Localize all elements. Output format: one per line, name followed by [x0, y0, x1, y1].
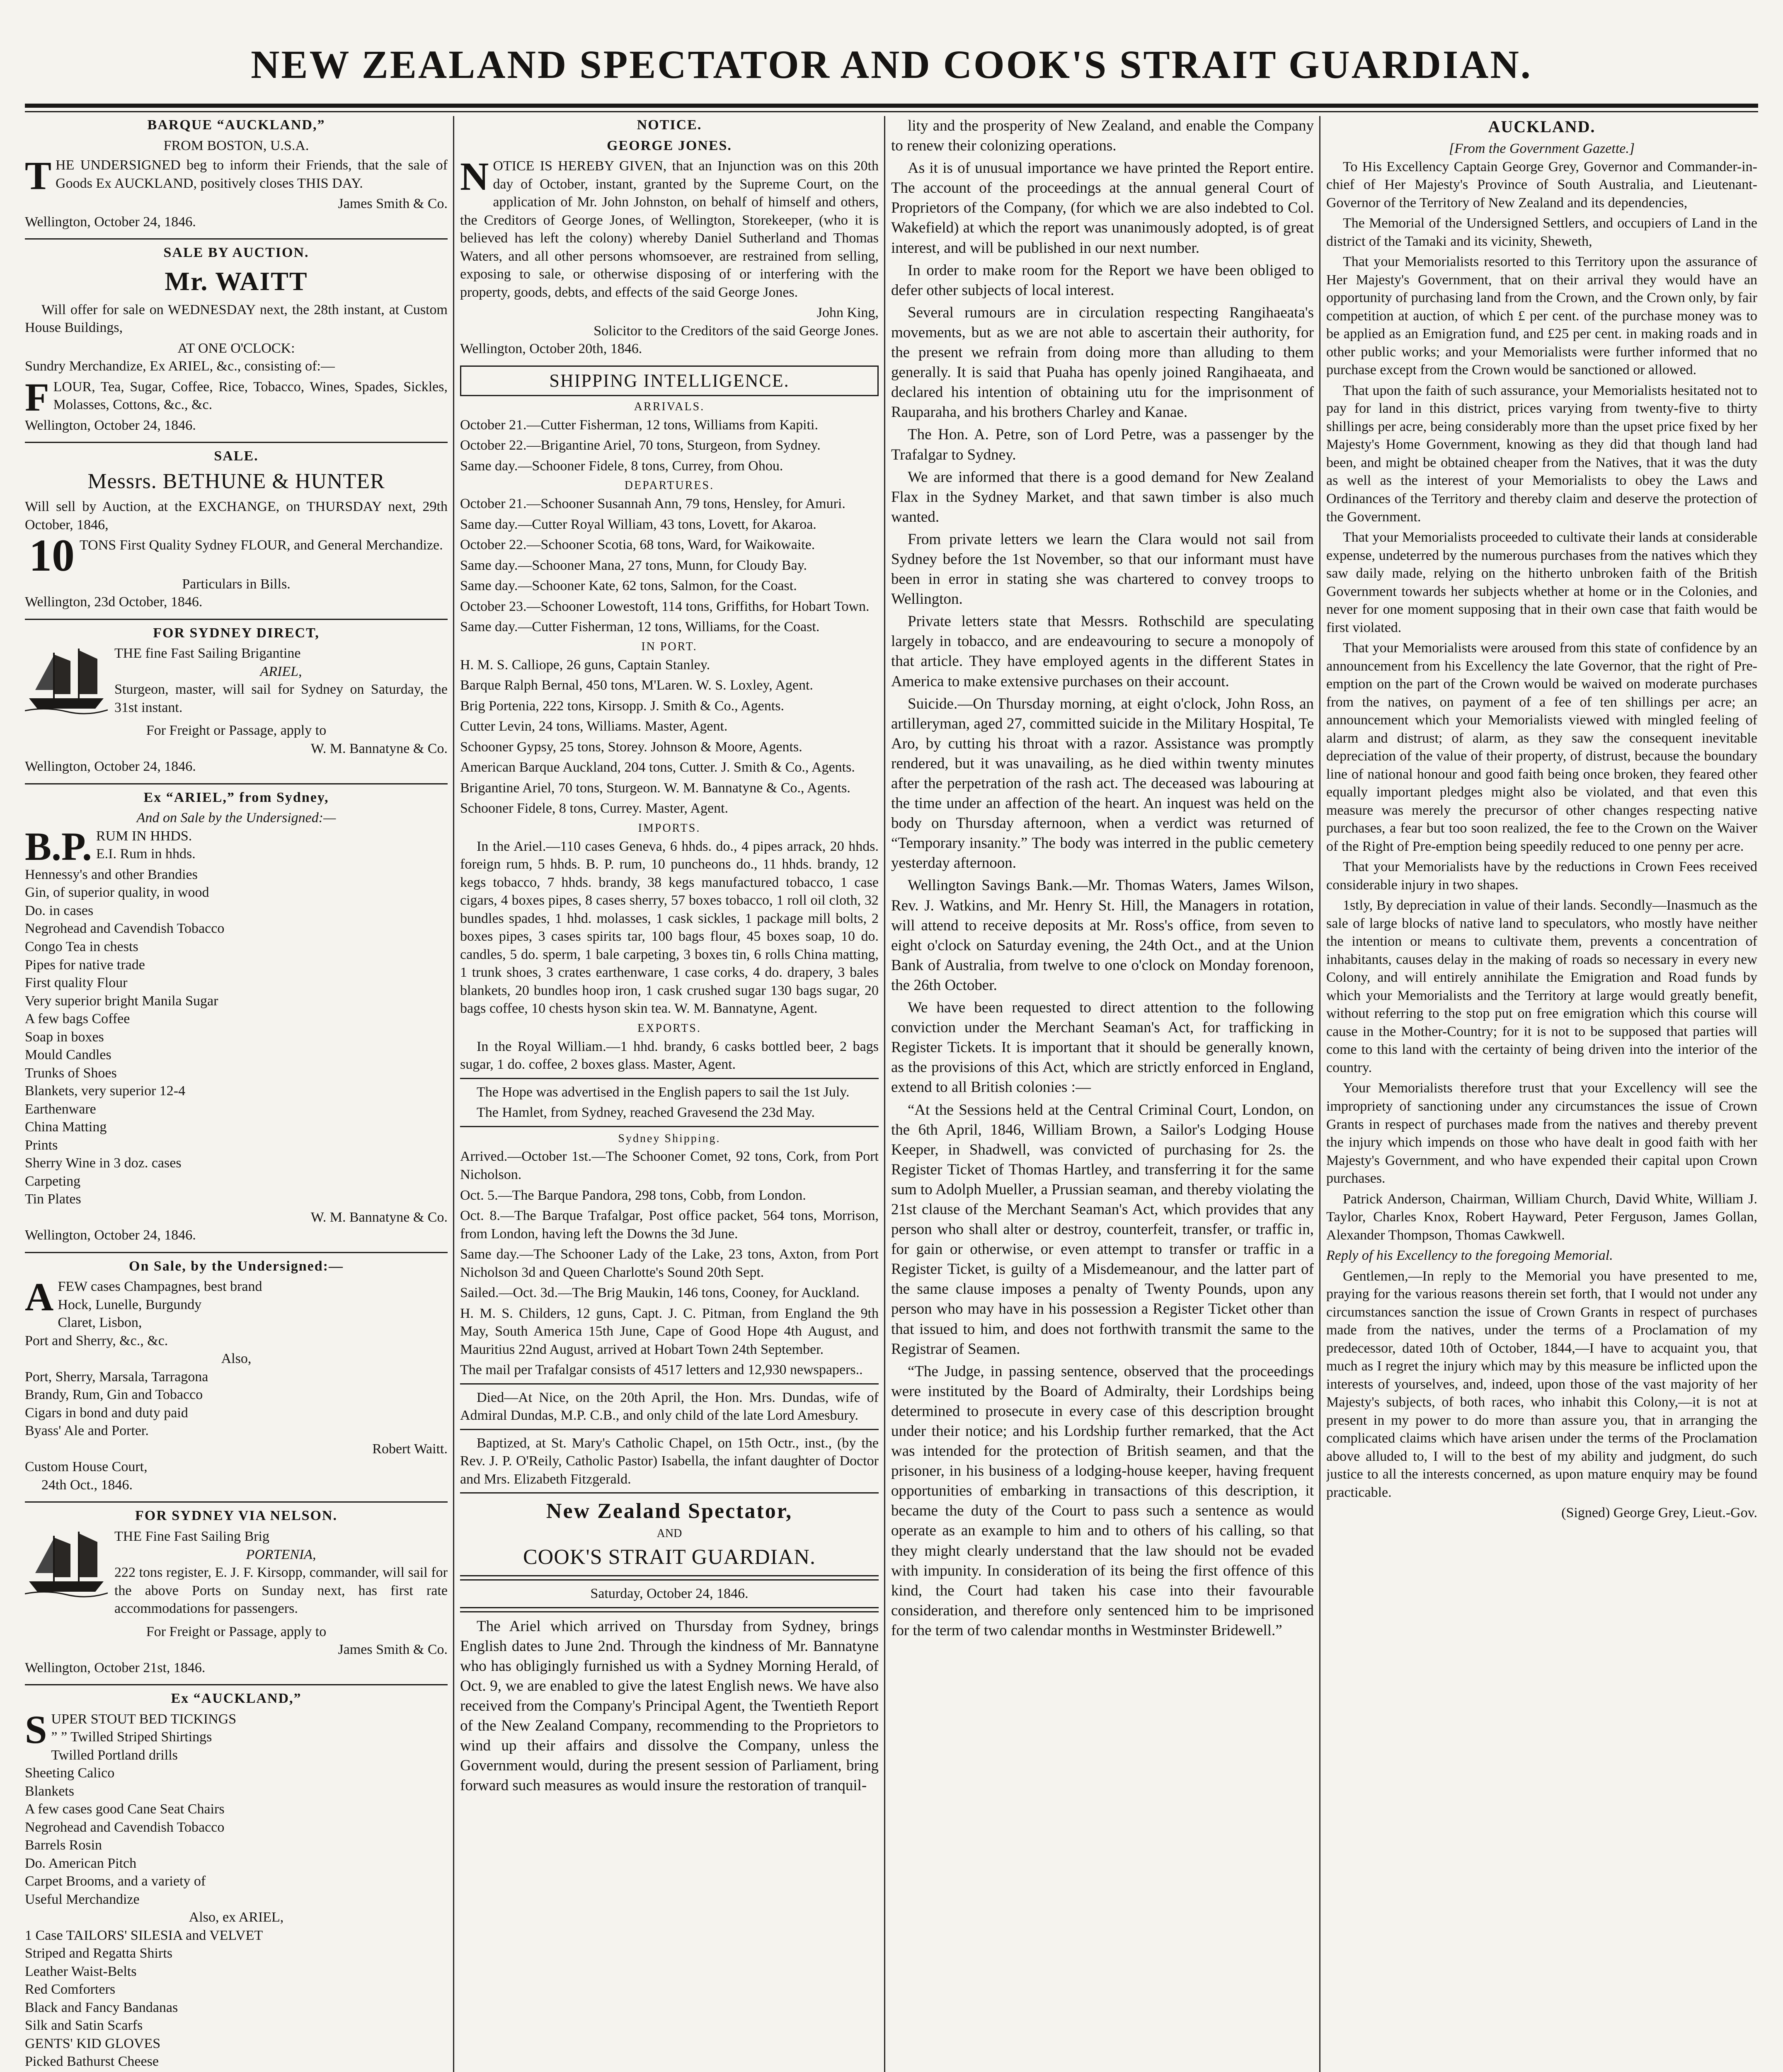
ad-ex-auckland [25, 1690, 448, 2072]
news-paragraph: We are informed that there is a good demand for New Zealand Flax in the Sydney Market, and that sawn timber is also much wanted. [891, 468, 1314, 525]
quantity-number: 10 [29, 530, 75, 581]
ad-item: 1 Case TAILORS' SILESIA and VELVET [25, 1927, 263, 1943]
ad-firm: Messrs. BETHUNE & HUNTER [87, 469, 385, 493]
ad-item: Carpeting [25, 1173, 81, 1189]
masthead-rule [25, 111, 1758, 112]
shipping-entry: In the Ariel.—110 cases Geneva, 6 hhds. do., 4 pipes arrack, 20 hhds. foreign rum, 5 hhds. B. P. rum, 10 puncheons do., 11 hhds. brandy, 12 kegs tobacco, 7 hhds. brandy, 38 kegs manufactured tobacco, 1 case cigars, 4 boxes pipes, 8 cases sherry, 57 boxes tobacco, 1 roll oil cloth, 32 bundles spades, 1 hhd. molasses, 1 cask sickles, 1 package mill bolts, 2 boxes pipes, 3 cases spirits tar, 100 bags flour, 45 boxes soap, 10 do. candles, 5 do. sperm, 1 bale carpeting, 3 boxes tin, 6 rolls China matting, 1 trunk shoes, 3 crates earthenware, 1 case corks, 4 do. drapery, 3 bales blankets, 20 bundles hoop iron, 1 cask crushed sugar 130 bags sugar, 20 bags coffee, 10 chests hyson skin tea. W. M. Bannatyne, Agent. [460, 838, 879, 1017]
imports-heading: IMPORTS. [638, 821, 701, 835]
ad-item: Carpet Brooms, and a variety of [25, 1874, 206, 1889]
column-rule [453, 116, 454, 2072]
ad-subheading: FROM BOSTON, U.S.A. [163, 138, 309, 153]
ad-item: Useful Merchandize [25, 1891, 140, 1907]
ad-text: Sturgeon, master, will sail for Sydney on Saturday, the 31st instant. [114, 682, 448, 715]
drop-cap: S [25, 1707, 47, 1752]
ad-item: Mould Candles [25, 1047, 111, 1063]
shipping-entry: Schooner Gypsy, 25 tons, Storey. Johnson & Moore, Agents. [460, 739, 802, 755]
notice-heading: NOTICE. [637, 117, 702, 133]
ad-goods: Sundry Merchandize, Ex ARIEL, &c., consisting of:— [25, 358, 335, 374]
memorial-paragraph: That your Memorialists were aroused from this state of confidence by an announcement from his Excellency the late Governor, that the right of Pre-emption on the part of the Crown would be waived on moderate purchases from the natives, on payment of a fee of ten shillings per acre; an announcement which your Memorialists viewed with mingled feeling of alarm and distrust; of alarm, as they saw the consequent inevitable depreciation of the value of their property, of distrust, because the boundary line of national honour and good faith being once broken, they feared other equally important pledges might also be violated, and that even this measure was merely the precursor of other changes respecting native purchases, a fear but too soon realized, the fee to the Crown on the Waiver of the Right of Pre-emption being speedily reduced to one penny per acre. [1326, 640, 1757, 854]
divider [460, 1078, 879, 1079]
ad-signature: James Smith & Co. [338, 196, 448, 212]
news-paragraph: “The Judge, in passing sentence, observed that the proceedings were instituted by the Board of Admiralty, their Lordships being determined to prosecute in every case of this description brought under their notice; and his Lordship further remarked, that the Act was intended for the protection of British seamen, and that the prisoner, in his business of a lodging-house keeper, having frequent opportunities of embarking in transactions of this description, it became the duty of the Court to pass such a sentence as would operate as an example to him and to others of his calling, so that they might clearly understand that the law should not be evaded with impunity. In consideration of its being the first offence of this kind, the Court had taken his case into their favourable consideration, and therefore only sentenced him to be imprisoned for the term of two calendar months in Westminster Bridewell.” [891, 1363, 1314, 1639]
ad-item: Tin Plates [25, 1191, 81, 1207]
ad-heading: SALE BY AUCTION. [163, 245, 309, 261]
ship-name: ARIEL, [260, 663, 302, 679]
ad-signature: W. M. Bannatyne & Co. [310, 1209, 448, 1225]
ad-item: Twilled Portland drills [51, 1747, 178, 1763]
ad-item: Do. American Pitch [25, 1855, 137, 1871]
ad-goods: TONS First Quality Sydney FLOUR, and General Merchandize. [80, 537, 443, 553]
shipping-note: The Hamlet, from Sydney, reached Gravesend the 23d May. [477, 1105, 815, 1121]
ad-item: Claret, Lisbon, [58, 1315, 142, 1331]
ad-also: Also, ex ARIEL, [189, 1910, 284, 1925]
memorial-paragraph: To His Excellency Captain George Grey, Governor and Commander-in-chief of Her Majesty's Province of South Australia, and Lieutenant-Governor of the Territory of New Zealand and its dependencies, [1326, 159, 1757, 211]
news-paragraph: We have been requested to direct attention to the following conviction under the Merchant Seaman's Act, for trafficking in Register Tickets. It is important that it should be generally known, as the provisions of this Act, which are strictly enforced in England, extend to all British colonies :— [891, 999, 1314, 1096]
notice-signature: Solicitor to the Creditors of the said George Jones. [594, 323, 879, 339]
reply-heading: Reply of his Excellency to the foregoing Memorial. [1326, 1248, 1613, 1264]
memorial-paragraph: That your Memorialists proceeded to cultivate their lands at considerable expense, undeterred by the numerous purchases from the natives which they saw daily made, relying on the hitherto unbroken faith of the British Government towards her subjects whether at home or in the Colonies, and never for one moment supposing that in their own case that faith would be first violated. [1326, 530, 1757, 635]
divider [460, 1607, 879, 1612]
ad-text: Will sell by Auction, at the EXCHANGE, on THURSDAY next, 29th October, 1846, [25, 499, 448, 533]
ad-place: Custom House Court, [25, 1459, 148, 1475]
ad-heading: SALE. [214, 448, 259, 464]
notice-text: OTICE IS HEREBY GIVEN, that an Injunction was on this 20th day of October, instant, granted by the Supreme Court, on the application of Mr. John Johnston, on behalf of himself and others, the Creditors of George Jones, of Wellington, Storekeeper, (who it is believed has left the colony) whereby Daniel Sutherland and Thomas Waters, and all other persons whomsoever, are restrained from selling, exposing to sale, or otherwise disposing of or interfering with the property, goods, debts, and effects of the said George Jones. [460, 158, 879, 300]
shipping-entry: Sailed.—Oct. 3d.—The Brig Maukin, 146 tons, Cooney, for Auckland. [460, 1285, 860, 1301]
ad-item: Sheeting Calico [25, 1765, 115, 1781]
shipping-entry: In the Royal William.—1 hhd. brandy, 6 casks bottled beer, 2 bags sugar, 1 do. coffee, 2 boxes glass. Master, Agent. [460, 1038, 879, 1072]
section-heading: SHIPPING INTELLIGENCE. [460, 366, 879, 396]
ad-text: THE fine Fast Sailing Brigantine [114, 646, 301, 661]
departures-list [460, 495, 879, 636]
ad-item: Port, Sherry, Marsala, Tarragona [25, 1369, 208, 1385]
ad-item: Striped and Regatta Shirts [25, 1946, 173, 1961]
ad-particulars: Particulars in Bills. [182, 576, 291, 592]
editorial-and: AND [657, 1527, 682, 1540]
ad-item: Blankets [25, 1783, 74, 1799]
notice-date: Wellington, October 20th, 1846. [460, 341, 642, 357]
exports-list [460, 1038, 879, 1074]
ad-sale-by-auction [25, 244, 448, 434]
memorial-paragraphs [1326, 158, 1757, 1188]
ad-item: ” ” Twilled Striped Shirtings [51, 1729, 212, 1745]
notice-george-jones [460, 116, 879, 358]
ship-name: PORTENIA, [246, 1547, 316, 1562]
sailing-ship-icon [25, 644, 108, 715]
ad-item: RUM IN HHDS. [96, 828, 192, 844]
ad-item: Soap in boxes [25, 1029, 104, 1045]
reply-text: Gentlemen,—In reply to the Memorial you have presented to me, praying for the various reasons therein set forth, that I would not under any circumstances sanction the issue of Crown Grants in respect of purchases made from the natives, under the terms of a Proclamation of my predecessor, dated 10th of October, 1844,—I have to acquaint you, that much as I regret the injury which may by this measure be inflicted upon the interests of yourselves, and, indeed, upon those of the vast majority of her Majesty's subjects, of both races, who inhabit this Colony,—it is not at present in my power to do more than assure you, that in arranging the complicated claims which have arisen under the terms of the Proclamation above alluded to, I will to the best of my ability and judgment, do such justice to all the interests concerned, as upon mature enquiry may be found practicable. [1326, 1268, 1757, 1500]
ad-item-list [25, 1275, 448, 1350]
column-3 [891, 116, 1314, 2072]
article-paragraph: As it is of unusual importance we have printed the Report entire. The account of the proceedings at the annual general Court of Proprietors of the Company, (for which we are also indebted to Col. Wakefield) at which the report was unanimously adopted, is of great interest, and will be published in our next number. [891, 160, 1314, 257]
column-rule [884, 116, 885, 2072]
shipping-notes [460, 1083, 879, 1122]
editorial-paragraphs [891, 116, 1314, 300]
news-paragraph: From private letters we learn the Clara would not sail from Sydney before the 1st November, so that our informant must have been in error in stating she was chartered to convey troops to Wellington. [891, 530, 1314, 608]
section-heading: AUCKLAND. [1488, 117, 1596, 136]
divider [25, 442, 448, 443]
drop-cap: T [25, 153, 52, 198]
ad-item: Blankets, very superior 12-4 [25, 1083, 186, 1099]
ad-item: Barrels Rosin [25, 1837, 102, 1853]
ad-item: A few bags Coffee [25, 1011, 130, 1027]
divider [460, 1383, 879, 1385]
ad-contact: For Freight or Passage, apply to [146, 1624, 327, 1639]
ad-item: Black and Fancy Bandanas [25, 1999, 178, 2015]
ad-heading: FOR SYDNEY DIRECT, [153, 625, 320, 641]
ad-item: China Matting [25, 1119, 107, 1135]
news-paragraph: Private letters state that Messrs. Rothschild are speculating largely in tobacco, and are endeavouring to secure a monopoly of that article. They have employed agents in the different States in America to make extensive purchases on their account. [891, 613, 1314, 690]
ad-item: Byass' Ale and Porter. [25, 1423, 149, 1439]
divider [460, 1575, 879, 1581]
source-note: [From the Government Gazette.] [1449, 141, 1635, 157]
reply-signature: (Signed) George Grey, Lieut.-Gov. [1561, 1505, 1757, 1521]
ad-contact: For Freight or Passage, apply to [146, 723, 327, 738]
sailing-ship-icon [25, 1527, 108, 1598]
divider [460, 1492, 879, 1493]
ad-text: 222 tons register, E. J. F. Kirsopp, commander, will sail for the above Ports on Sunday next, has first rate accommodations for passengers. [114, 1565, 448, 1617]
ad-item: Gin, of superior quality, in wood [25, 885, 209, 900]
memorial-paragraph: The Memorial of the Undersigned Settlers, and occupiers of Land in the district of the Tamaki and its vicinity, Sheweth, [1326, 215, 1757, 249]
shipping-entry: Arrived.—October 1st.—The Schooner Comet, 92 tons, Cork, from Port Nicholson. [460, 1149, 879, 1182]
shipping-entry: Brig Portenia, 222 tons, Kirsopp. J. Smith & Co., Agents. [460, 698, 785, 714]
shipping-entry: H. M. S. Calliope, 26 guns, Captain Stanley. [460, 657, 710, 673]
memorial-paragraph: That your Memorialists resorted to this Territory upon the assurance of Her Majesty's Government, that on their arrival they would have an opportunity of purchasing land from the Crown, and the Crown only, by fair competition at auction, of which £ per cent. of the purchase money was to be applied as an Emigration fund, and £25 per cent. in making roads and in other public works; and your Memorialists were further informed that no purchase except from the Crown would be sanctioned or allowed. [1326, 254, 1757, 378]
ad-for-sydney-direct [25, 624, 448, 776]
masthead [25, 17, 1758, 108]
editorial-title: New Zealand Spectator, [546, 1499, 793, 1523]
drop-cap: A [25, 1275, 54, 1319]
memorial-paragraph: 1stly, By depreciation in value of their lands. Secondly—Inasmuch as the sale of large blocks of native land to speculators, who mostly have neither the intention or means to cultivate them, prevents a concentration of inhabitants, causes delay in the making of roads so necessary in every new Colony, and will entirely annihilate the Emigration and Road funds by which your Memorialists and the Territory at large would greatly benefit, without referring to the stop put on free emigration which this course will cause in the Mother-Country; for it is not to be supposed that parties will come to this land with the certainty of being driven into the interior of the country. [1326, 898, 1757, 1075]
shipping-entry: Schooner Fidele, 8 tons, Currey. Master, Agent. [460, 801, 729, 816]
ad-ex-ariel [25, 789, 448, 1244]
ad-item: Hennessy's and other Brandies [25, 867, 198, 882]
divider [460, 1429, 879, 1430]
ad-item: Negrohead and Cavendish Tobacco [25, 1819, 225, 1835]
shipping-entry: October 21.—Cutter Fisherman, 12 tons, Williams from Kapiti. [460, 417, 818, 433]
ad-item-list [25, 1927, 448, 2072]
baptism-notice: Baptized, at St. Mary's Catholic Chapel, on 15th Octr., inst., (by the Rev. J. P. O'Reily, Catholic Pastor) Isabella, the infant daughter of Doctor and Mrs. Elizabeth Fitzgerald. [460, 1435, 879, 1487]
shipping-entry: Same day.—Schooner Kate, 62 tons, Salmon, for the Coast. [460, 578, 797, 594]
ad-heading: On Sale, by the Undersigned:— [129, 1258, 344, 1274]
ad-date: Wellington, October 24, 1846. [25, 417, 196, 433]
memorial-paragraph: Your Memorialists therefore trust that your Excellency will see the impropriety of sanctioning under any circumstances the issue of Crown Grants in respect of purchases made from the natives and thereby prevent the injury which impends on those who have dealt in good faith with her Majesty's Government, and who have expended their capital upon Crown purchases. [1326, 1080, 1757, 1186]
ad-date: 24th Oct., 1846. [41, 1477, 133, 1493]
ad-item: Hock, Lunelle, Burgundy [58, 1297, 202, 1312]
news-items [891, 303, 1314, 1641]
shipping-entry: Oct. 5.—The Barque Pandora, 298 tons, Cobb, from London. [460, 1187, 806, 1203]
shipping-entry: Same day.—Cutter Fisherman, 12 tons, Williams, for the Coast. [460, 619, 820, 635]
column-rule [1319, 116, 1320, 2072]
ad-sydney-via-nelson [25, 1507, 448, 1677]
ad-item: Silk and Satin Scarfs [25, 2018, 143, 2033]
divider [460, 1126, 879, 1127]
news-paragraph: “At the Sessions held at the Central Criminal Court, London, on the 6th April, 1846, William Brown, a Sailor's Lodging House Keeper, in Shadwell, was convicted of purchasing for 2s. the Register Ticket of Thomas Hartley, and transferring it for the same sum to Adolph Mueller, a Prussian seaman, and thereby violating the 21st clause of the Merchant Seaman's Act, which provides that any person who shall alter or destroy, counterfeit, transfer, or traffic in, for gain or otherwise, or even attempt to transfer or traffic in a Register Ticket, is guilty of a Misdemeanour, and the latter part of the same clause imposes a penalty of Twenty Pounds, upon any person who may have in his possession a Register Ticket other than that issued to him, and does not forthwith transmit the same to the Registrar of Seamen. [891, 1101, 1314, 1358]
shipping-note: The Hope was advertised in the English papers to sail the 1st July. [477, 1084, 850, 1100]
auctioneer-name: Mr. WAITT [165, 266, 308, 296]
drop-cap: N [460, 154, 489, 199]
news-paragraph: Suicide.—On Thursday morning, at eight o'clock, John Ross, an artilleryman, aged 27, committed suicide in the Military Hospital, Te Aro, by cutting his throat with a razor. Assistance was promptly rendered, but it was unavailing, as he died within twenty minutes after the perpetration of the rash act. The deceased was labouring at the time under an affection of the heart. An inquest was held on the body on Thursday afternoon, when a verdict was returned of “Temporary insanity.” The body was interred in the public cemetery yesterday afternoon. [891, 695, 1314, 872]
ad-item: Negrohead and Cavendish Tobacco [25, 921, 225, 937]
departures-heading: DEPARTURES. [624, 479, 715, 492]
ad-item: Prints [25, 1137, 58, 1153]
ad-sale [25, 447, 448, 611]
ad-signature: Robert Waitt. [372, 1441, 448, 1457]
ad-item: GENTS' KID GLOVES [25, 2036, 161, 2051]
ad-date: Wellington, October 21st, 1846. [25, 1660, 206, 1675]
column-2 [460, 116, 879, 2072]
divider [25, 1684, 448, 1685]
shipping-entry: Same day.—Schooner Fidele, 8 tons, Currey, from Ohou. [460, 458, 783, 474]
ad-item: Congo Tea in chests [25, 939, 138, 954]
ad-signature: James Smith & Co. [338, 1642, 448, 1658]
ad-item: First quality Flour [25, 975, 128, 991]
news-paragraph: The Hon. A. Petre, son of Lord Petre, was a passenger by the Trafalgar to Sydney. [891, 426, 1314, 463]
exports-heading: EXPORTS. [637, 1021, 701, 1035]
ad-on-sale [25, 1257, 448, 1494]
shipping-entry: Cutter Levin, 24 tons, Williams. Master, Agent. [460, 719, 728, 734]
shipping-entry: Barque Ralph Bernal, 450 tons, M'Laren. W. S. Loxley, Agent. [460, 678, 813, 693]
sydney-shipping-heading: Sydney Shipping. [618, 1132, 721, 1145]
editorial-date: Saturday, October 24, 1846. [590, 1586, 749, 1602]
ad-text: THE Fine Fast Sailing Brig [114, 1528, 269, 1544]
shipping-entry: Same day.—The Schooner Lady of the Lake, 23 tons, Axton, from Port Nicholson 3d and Queen Charlotte's Sound 20th Sept. [460, 1247, 879, 1280]
ad-subheading: And on Sale by the Undersigned:— [136, 810, 336, 826]
shipping-entry: Brigantine Ariel, 70 tons, Sturgeon. W. M. Bannatyne & Co., Agents. [460, 780, 850, 796]
ad-item: Leather Waist-Belts [25, 1963, 137, 1979]
ad-item: Earthenware [25, 1101, 96, 1117]
shipping-entry: American Barque Auckland, 204 tons, Cutter. J. Smith & Co., Agents. [460, 760, 855, 775]
shipping-entry: October 22.—Schooner Scotia, 68 tons, Ward, for Waikowaite. [460, 537, 815, 553]
newspaper-title: NEW ZEALAND SPECTATOR AND COOK'S STRAIT GUARDIAN. [251, 42, 1532, 87]
divider [25, 783, 448, 784]
ad-item: Sherry Wine in 3 doz. cases [25, 1155, 182, 1171]
ad-item-list [25, 1368, 448, 1440]
ad-item: Very superior bright Manila Sugar [25, 993, 218, 1009]
imports-list [460, 838, 879, 1018]
ad-item: Picked Bathurst Cheese [25, 2054, 159, 2070]
memorial-paragraph: That upon the faith of such assurance, your Memorialists hesitated not to pay for land in this district, prices varying from twenty-five to thirty shillings per acre, being considerably more than the upset price fixed by her Majesty's Home Government, knowing as they did that though land had been, and might be obtained cheaper from the Natives, that it was the duty as well as the interest of your Memorialists to obey the Laws and Ordinances of the Territory and thereby claim and deserve the protection of the Government. [1326, 382, 1757, 525]
ad-item: Do. in cases [25, 903, 94, 918]
article-paragraph: In order to make room for the Report we have been obliged to defer other subjects of local interest. [891, 261, 1314, 299]
ad-item-list [25, 866, 448, 1208]
arrivals-heading: ARRIVALS. [634, 400, 705, 414]
ad-items: LOUR, Tea, Sugar, Coffee, Rice, Tobacco, Wines, Spades, Sickles, Molasses, Cottons, &c., &c. [53, 379, 448, 413]
ad-also: Also, [221, 1351, 252, 1367]
column-4 [1326, 116, 1757, 2072]
inport-heading: IN PORT. [641, 640, 698, 653]
ad-heading: BARQUE “AUCKLAND,” [147, 117, 325, 133]
ad-item: Brandy, Rum, Gin and Tobacco [25, 1387, 203, 1403]
news-paragraph: Several rumours are in circulation respecting Rangihaeata's movements, but as we are not able to ascertain their authority, for the present we refrain from doing more than alluding to them generally. It is said that Puaha has openly joined Rangihaeata, and declared his intention of obtaining utu for the imprisonment of Rauparaha, and his brothers Charley and Kanae. [891, 304, 1314, 421]
ad-item: Pipes for native trade [25, 957, 145, 973]
ad-heading: Ex “ARIEL,” from Sydney, [143, 789, 329, 805]
sydney-shipping-list [460, 1147, 879, 1379]
ad-text: Will offer for sale on WEDNESDAY next, the 28th instant, at Custom House Buildings, [25, 302, 448, 336]
inport-list [460, 656, 879, 818]
editorial-title-2: COOK'S STRAIT GUARDIAN. [523, 1545, 816, 1569]
article-paragraph: lity and the prosperity of New Zealand, and enable the Company to renew their colonizing operations. [891, 117, 1314, 155]
ad-text: HE UNDERSIGNED beg to inform their Friends, that the sale of Goods Ex AUCKLAND, positively closes THIS DAY. [56, 157, 448, 191]
ad-item: A few cases good Cane Seat Chairs [25, 1801, 225, 1817]
ad-item: E.I. Rum in hhds. [96, 846, 196, 862]
ad-heading: Ex “AUCKLAND,” [171, 1691, 302, 1706]
divider [25, 1501, 448, 1503]
divider [25, 238, 448, 240]
drop-cap: B.P. [25, 824, 92, 869]
ad-date: Wellington, October 24, 1846. [25, 759, 196, 775]
ad-item: Port and Sherry, &c., &c. [25, 1333, 168, 1348]
ad-item-list [25, 1707, 448, 1909]
memorial-paragraph: That your Memorialists have by the reductions in Crown Fees received considerable injury in two shapes. [1326, 859, 1757, 893]
shipping-entry: October 23.—Schooner Lowestoft, 114 tons, Griffiths, for Hobart Town. [460, 598, 870, 614]
ad-item: FEW cases Champagnes, best brand [58, 1279, 262, 1295]
ad-barque-auckland [25, 116, 448, 231]
divider [25, 619, 448, 620]
editorial-text: The Ariel which arrived on Thursday from Sydney, brings English dates to June 2nd. Through the kindness of Mr. Bannatyne who has obligingly furnished us with a Sydney Morning Herald, of Oct. 9, we are enabled to give the latest English news. We have also received from the Company's Principal Agent, the Twentieth Report of the New Zealand Company, recommending to the Proprietors to wind up their affairs and dissolve the Company, unless the Government would, during the present session of Parliament, bring forward such measures as would insure the restoration of tranquil- [460, 1617, 879, 1794]
memorial-signers: Patrick Anderson, Chairman, William Church, David White, William J. Taylor, Charles Knox, Robert Hayward, Peter Ferguson, James Gollan, Alexander Thompson, Thomas Cawkwell. [1326, 1191, 1757, 1243]
death-notice: Died—At Nice, on the 20th April, the Hon. Mrs. Dundas, wife of Admiral Dundas, M.P. C.B., and only child of the late Lord Amesbury. [460, 1389, 879, 1423]
shipping-entry: October 22.—Brigantine Ariel, 70 tons, Sturgeon, from Sydney. [460, 438, 821, 453]
ad-date: Wellington, October 24, 1846. [25, 1227, 196, 1243]
ad-signature: W. M. Bannatyne & Co. [310, 741, 448, 756]
ad-date: Wellington, October 24, 1846. [25, 214, 196, 230]
shipping-entry: H. M. S. Childers, 12 guns, Capt. J. C. Pitman, from England the 9th May, South America 15th June, Cape of Good Hope 4th August, and Mauritius 22nd August, arrived at Hobart Town 24th September. [460, 1305, 879, 1357]
arrivals-list [460, 416, 879, 475]
column-1 [25, 116, 448, 2072]
ad-item: Cigars in bond and duty paid [25, 1405, 188, 1421]
news-paragraph: Wellington Savings Bank.—Mr. Thomas Waters, James Wilson, Rev. J. Watkins, and Mr. Henry St. Hill, the Managers in rotation, will attend to receive deposits at Mr. Ross's office, from seven to eight o'clock on Saturday evening, the 24th Oct., and at the Union Bank of Australia, from twelve to one o'clock on Monday forenoon, the 26th October. [891, 877, 1314, 994]
shipping-entry: October 21.—Schooner Susannah Ann, 79 tons, Hensley, for Amuri. [460, 496, 845, 512]
divider [25, 1252, 448, 1253]
drop-cap: F [25, 375, 49, 419]
ad-date: Wellington, 23d October, 1846. [25, 594, 203, 610]
shipping-entry: The mail per Trafalgar consists of 4517 letters and 12,930 newspapers.. [460, 1362, 863, 1378]
notice-subheading: GEORGE JONES. [607, 138, 732, 153]
shipping-entry: Same day.—Schooner Mana, 27 tons, Munn, for Cloudy Bay. [460, 557, 807, 573]
ad-item: UPER STOUT BED TICKINGS [51, 1711, 237, 1727]
shipping-entry: Same day.—Cutter Royal William, 43 tons, Lovett, for Akaroa. [460, 516, 816, 532]
notice-signature: John King, [816, 305, 879, 321]
shipping-entry: Oct. 8.—The Barque Trafalgar, Post office packet, 564 tons, Morrison, from London, having left the Downs the 3d June. [460, 1208, 879, 1242]
ad-item: Trunks of Shoes [25, 1065, 117, 1081]
ad-heading: FOR SYDNEY VIA NELSON. [135, 1508, 337, 1524]
ad-time: AT ONE O'CLOCK: [177, 340, 295, 356]
ad-item: Red Comforters [25, 1982, 116, 1997]
